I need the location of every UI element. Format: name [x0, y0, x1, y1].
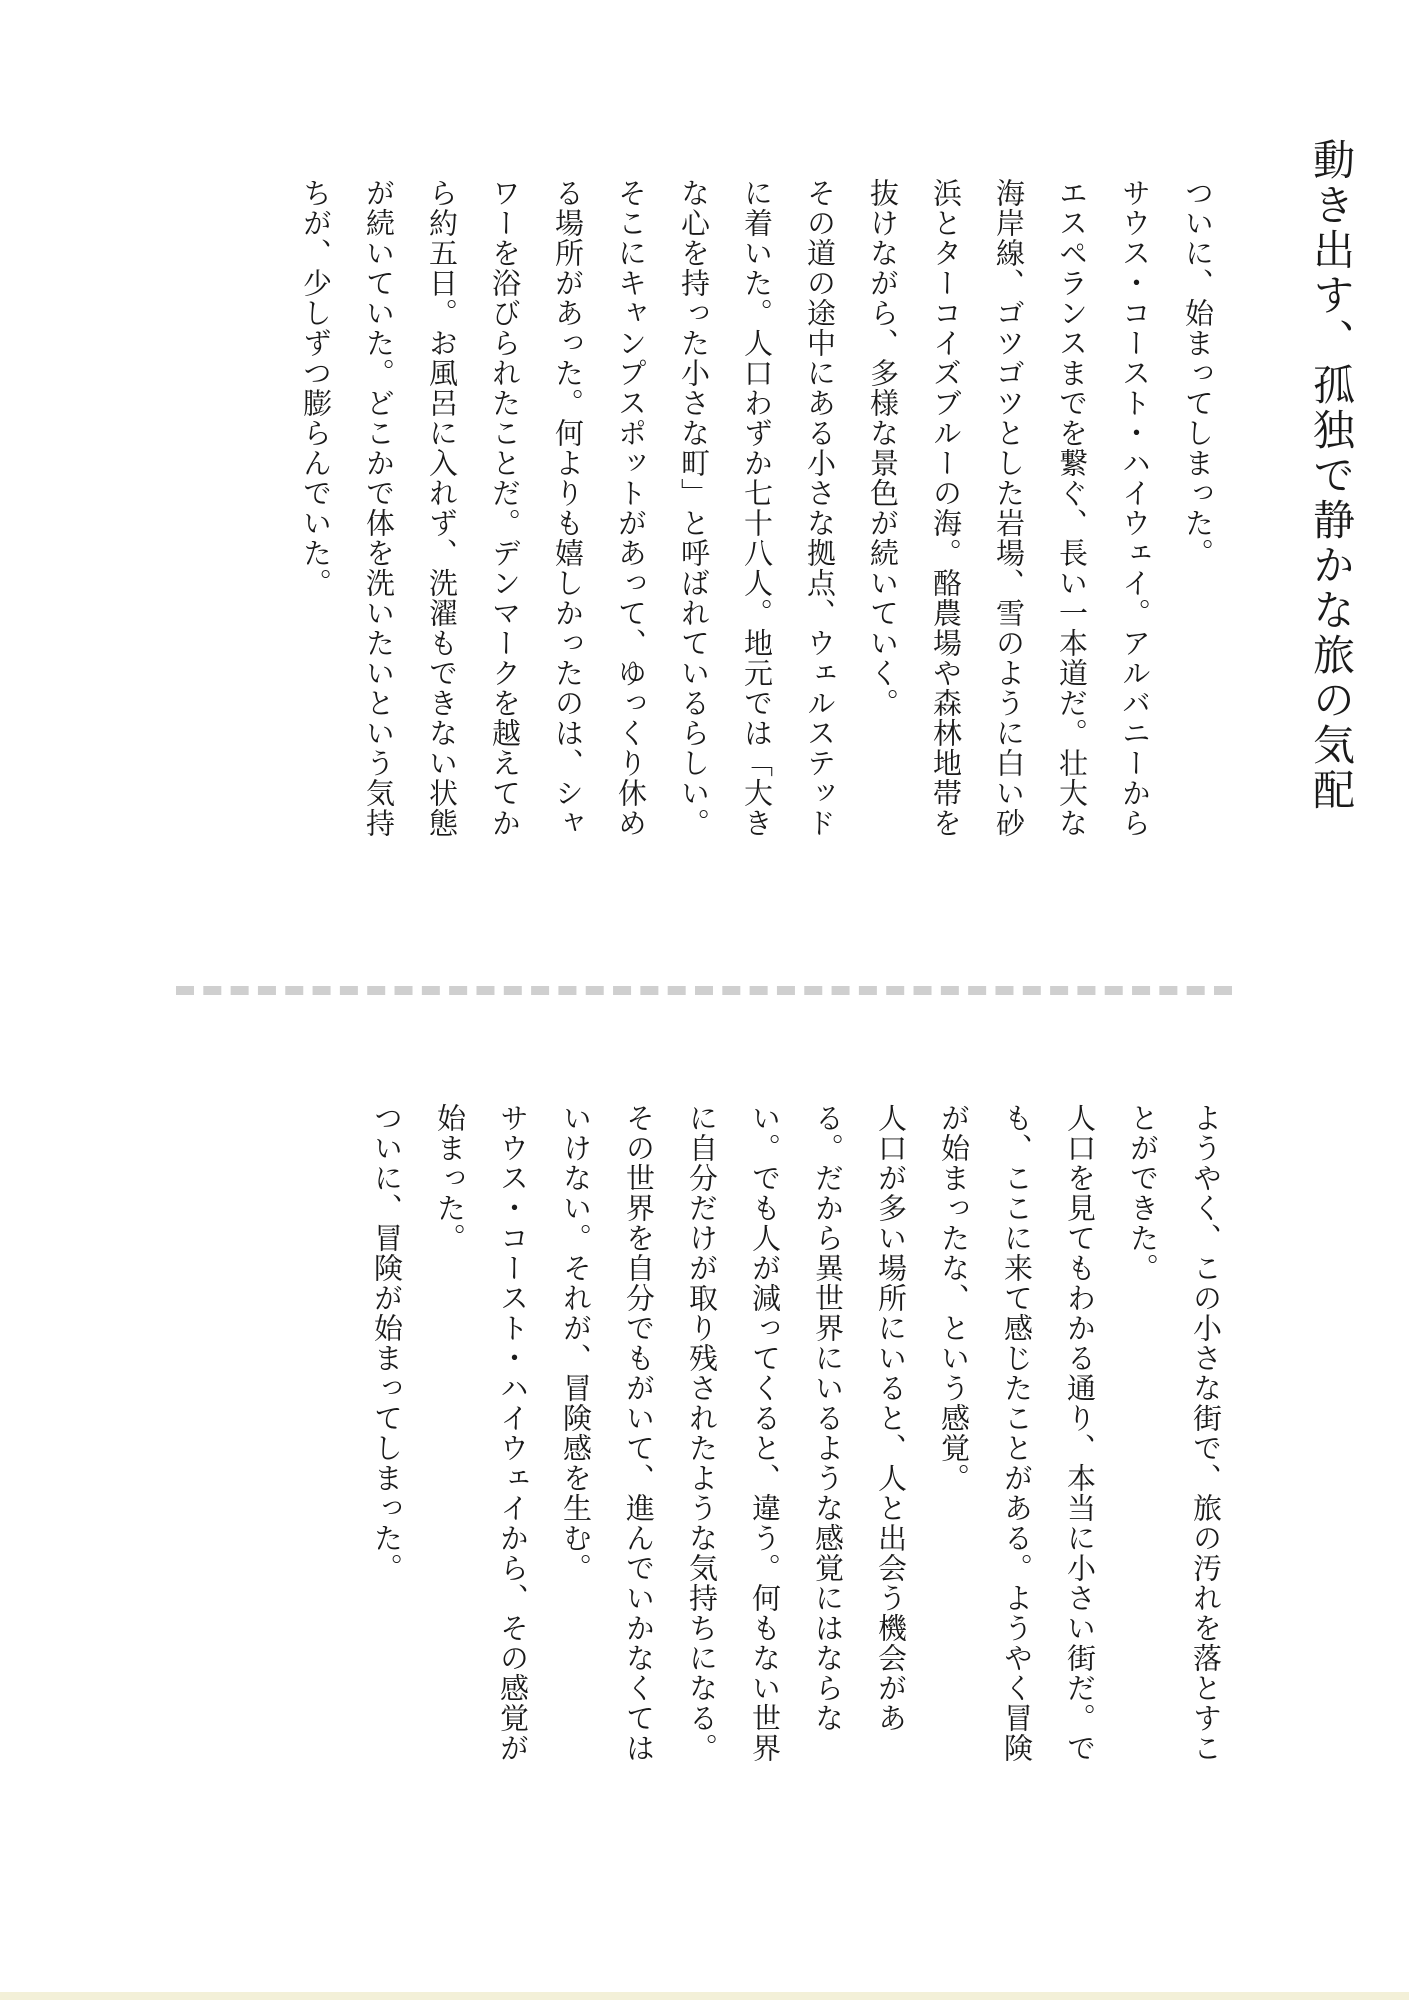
text-line: とができた。: [1126, 1103, 1160, 1283]
text-line: な心を持った小さな町」と呼ばれているらしい。: [677, 178, 711, 838]
text-line: エスペランスまでを繋ぐ、長い一本道だ。壮大な: [1055, 178, 1089, 838]
text-line: が続いていた。どこかで体を洗いたいという気持: [362, 178, 396, 838]
text-line: サウス・コースト・ハイウェイ。アルバニーから: [1118, 178, 1152, 838]
text-line: が始まったな、という感覚。: [937, 1103, 971, 1493]
text-line: その世界を自分でもがいて、進んでいかなくては: [622, 1103, 656, 1763]
section-1-text: [284, 178, 1229, 898]
text-line: ワーを浴びられたことだ。デンマークを越えてか: [488, 178, 522, 838]
text-line: ら約五日。お風呂に入れず、洗濯もできない状態: [425, 178, 459, 838]
text-line: ついに、冒険が始まってしまった。: [370, 1103, 404, 1583]
text-line: 海岸線、ゴツゴツとした岩場、雪のように白い砂: [992, 178, 1026, 838]
text-line: も、ここに来て感じたことがある。ようやく冒険: [1000, 1103, 1034, 1763]
text-line: ようやく、この小さな街で、旅の汚れを落とすこ: [1189, 1103, 1223, 1763]
text-line: に着いた。人口わずか七十八人。地元では「大き: [740, 178, 774, 838]
page-title: 動き出す、孤独で静かな旅の気配: [1307, 138, 1356, 813]
text-line: に自分だけが取り残されたような気持ちになる。: [685, 1103, 719, 1763]
text-line: 人口を見てもわかる通り、本当に小さい街だ。で: [1063, 1103, 1097, 1763]
text-line: 人口が多い場所にいると、人と出会う機会があ: [874, 1103, 908, 1733]
text-line: ちが、少しずつ膨らんでいた。: [299, 178, 333, 598]
text-line: ついに、始まってしまった。: [1181, 178, 1215, 568]
text-line: る場所があった。何よりも嬉しかったのは、シャ: [551, 178, 585, 838]
text-line: 始まった。: [433, 1103, 467, 1253]
text-line: サウス・コースト・ハイウェイから、その感覚が: [496, 1103, 530, 1763]
page-bottom-edge: [0, 1992, 1409, 2000]
text-line: い。でも人が減ってくると、違う。何もない世界: [748, 1103, 782, 1763]
text-line: 浜とターコイズブルーの海。酪農場や森林地帯を: [929, 178, 963, 838]
text-line: いけない。それが、冒険感を生む。: [559, 1103, 593, 1583]
section-2-text: [355, 1103, 1237, 1863]
section-divider: [176, 986, 1232, 995]
text-line: その道の途中にある小さな拠点、ウェルステッド: [803, 178, 837, 838]
text-line: そこにキャンプスポットがあって、ゆっくり休め: [614, 178, 648, 838]
text-line: 抜けながら、多様な景色が続いていく。: [866, 178, 900, 718]
text-line: る。だから異世界にいるような感覚にはならな: [811, 1103, 845, 1733]
